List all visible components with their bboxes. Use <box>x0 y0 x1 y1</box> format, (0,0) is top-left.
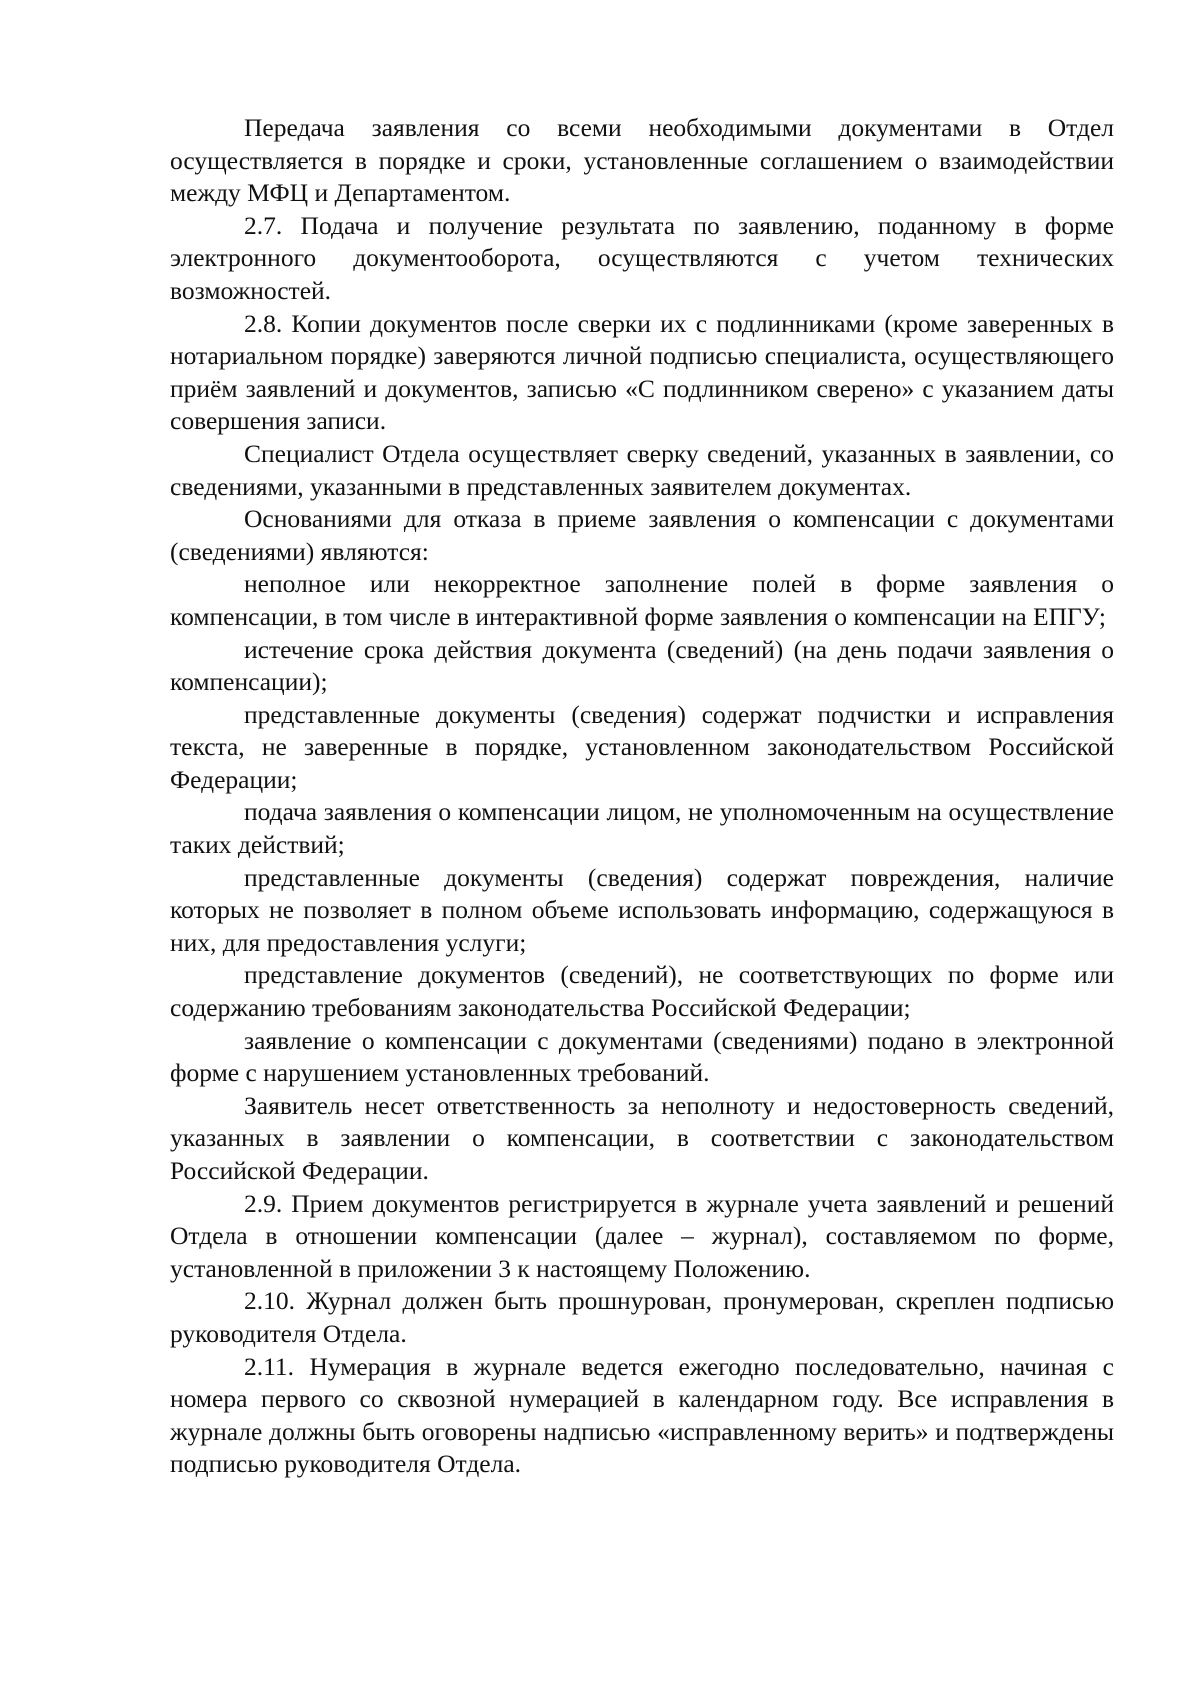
paragraph-transfer-to-department: Передача заявления со всеми необходимыми документами в Отдел осуществляется в порядке и сроки, установленные соглашением о взаимодействии между МФЦ и Департаментом. <box>170 113 1114 208</box>
paragraph-2-11: 2.11. Нумерация в журнале ведется ежегодно последовательно, начиная с номера первого со сквозной нумерацией в календарном году. Все исправления в журнале должны быть оговорены надписью «исправленному верить» и подтверждены подписью руководителя Отдела. <box>170 1351 1114 1479</box>
list-item-expired-document: истечение срока действия документа (сведений) (на день подачи заявления о компенсации); <box>170 634 1114 697</box>
list-item-electronic-violation: заявление о компенсации с документами (сведениями) подано в электронной форме с нарушением установленных требований. <box>170 1025 1114 1088</box>
document-body <box>170 112 1114 1481</box>
paragraph-applicant-responsibility: Заявитель несет ответственность за неполноту и недостоверность сведений, указанных в заявлении о компенсации, в соответствии с законодательством Российской Федерации. <box>170 1090 1114 1185</box>
paragraph-2-9: 2.9. Прием документов регистрируется в журнале учета заявлений и решений Отдела в отношении компенсации (далее – журнал), составляемом по форме, установленной в приложении 3 к настоящему Положению. <box>170 1188 1114 1283</box>
list-item-noncompliant-documents: представление документов (сведений), не соответствующих по форме или содержанию требованиям законодательства Российской Федерации; <box>170 960 1114 1023</box>
list-item-damaged-documents: представленные документы (сведения) содержат повреждения, наличие которых не позволяет в полном объеме использовать информацию, содержащуюся в них, для предоставления услуги; <box>170 862 1114 957</box>
paragraph-2-10: 2.10. Журнал должен быть прошнурован, пронумерован, скреплен подписью руководителя Отдела. <box>170 1286 1114 1348</box>
paragraph-refusal-grounds: Основаниями для отказа в приеме заявления о компенсации с документами (сведениями) являются: <box>170 504 1114 566</box>
list-item-corrections: представленные документы (сведения) содержат подчистки и исправления текста, не заверенные в порядке, установленном законодательством Российской Федерации; <box>170 699 1114 794</box>
paragraph-2-7: 2.7. Подача и получение результата по заявлению, поданному в форме электронного документооборота, осуществляются с учетом технических возможностей. <box>170 210 1114 305</box>
paragraph-2-8: 2.8. Копии документов после сверки их с подлинниками (кроме заверенных в нотариальном порядке) заверяются личной подписью специалиста, осуществляющего приём заявлений и документов, записью «С подлинником сверено» с указанием даты совершения записи. <box>170 308 1114 436</box>
paragraph-specialist-check: Специалист Отдела осуществляет сверку сведений, указанных в заявлении, со сведениями, указанными в представленных заявителем документах. <box>170 438 1114 501</box>
list-item-incomplete-form: неполное или некорректное заполнение полей в форме заявления о компенсации, в том числе в интерактивной форме заявления о компенсации на ЕПГУ; <box>170 569 1114 631</box>
list-item-unauthorized-person: подача заявления о компенсации лицом, не уполномоченным на осуществление таких действий; <box>170 797 1114 860</box>
